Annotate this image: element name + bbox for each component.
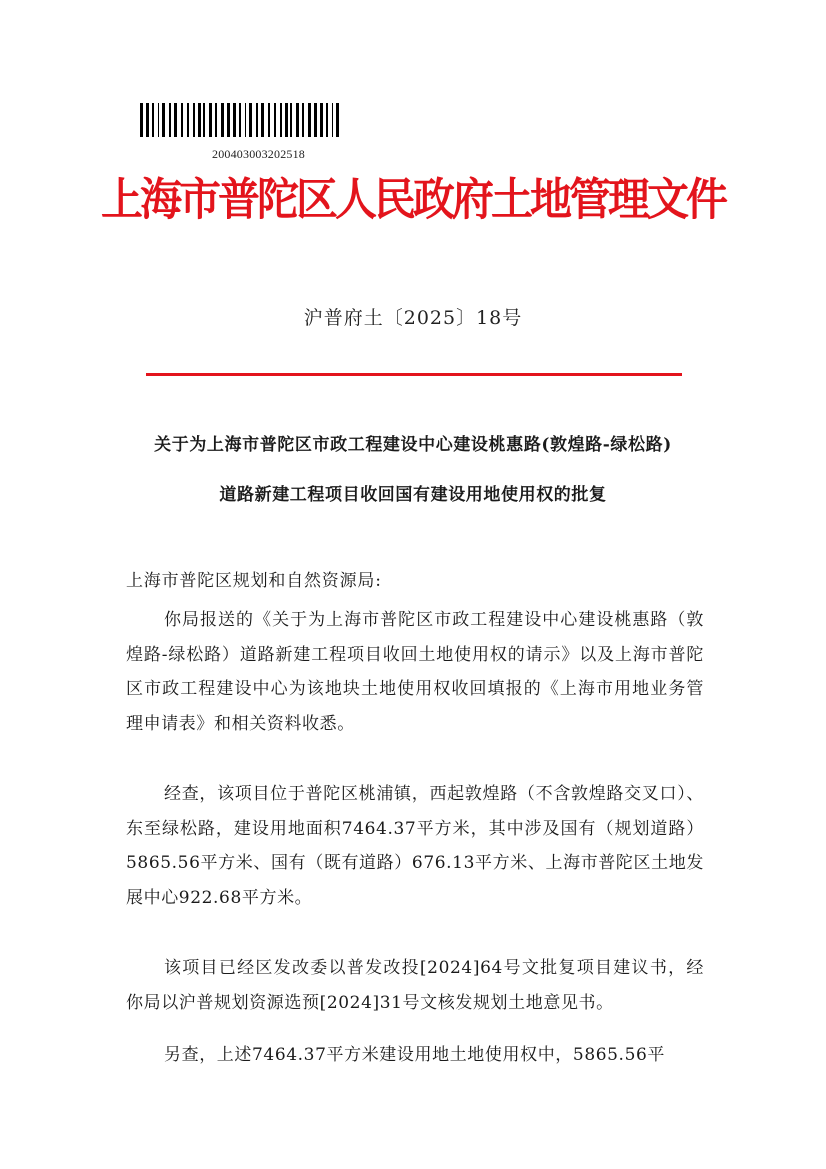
body-paragraph-2: 经查，该项目位于普陀区桃浦镇，西起敦煌路（不含敦煌路交叉口）、东至绿松路，建设用地面积7464.37平方米，其中涉及国有（规划道路）5865.56平方米、国有（既有道路）676.13平方米、上海市普陀区土地发展中心922.68平方米。 xyxy=(126,784,704,908)
body-paragraph-3: 该项目已经区发改委以普发改投[2024]64号文批复项目建议书，经你局以沪普规划资源选预[2024]31号文核发规划土地意见书。 xyxy=(126,958,704,1013)
document-title-line-1: 关于为上海市普陀区市政工程建设中心建设桃惠路(敦煌路-绿松路) xyxy=(154,435,672,455)
document-title-line-2: 道路新建工程项目收回国有建设用地使用权的批复 xyxy=(219,485,607,505)
document-number: 沪普府土〔2025〕18号 xyxy=(303,307,523,329)
addressee: 上海市普陀区规划和自然资源局: xyxy=(126,571,382,591)
barcode-number: 200403003202518 xyxy=(212,147,305,161)
body-paragraph-1: 你局报送的《关于为上海市普陀区市政工程建设中心建设桃惠路（敦煌路-绿松路）道路新建工程项目收回土地使用权的请示》以及上海市普陀区市政工程建设中心为该地块土地使用权收回填报的《上海市用地业务管理申请表》和相关资料收悉。 xyxy=(126,610,704,734)
red-separator-line xyxy=(146,373,682,376)
barcode xyxy=(140,103,422,137)
document-header: 上海市普陀区人民政府土地管理文件 xyxy=(100,173,725,226)
body-paragraph-4: 另查，上述7464.37平方米建设用地土地使用权中，5865.56平 xyxy=(164,1045,665,1065)
